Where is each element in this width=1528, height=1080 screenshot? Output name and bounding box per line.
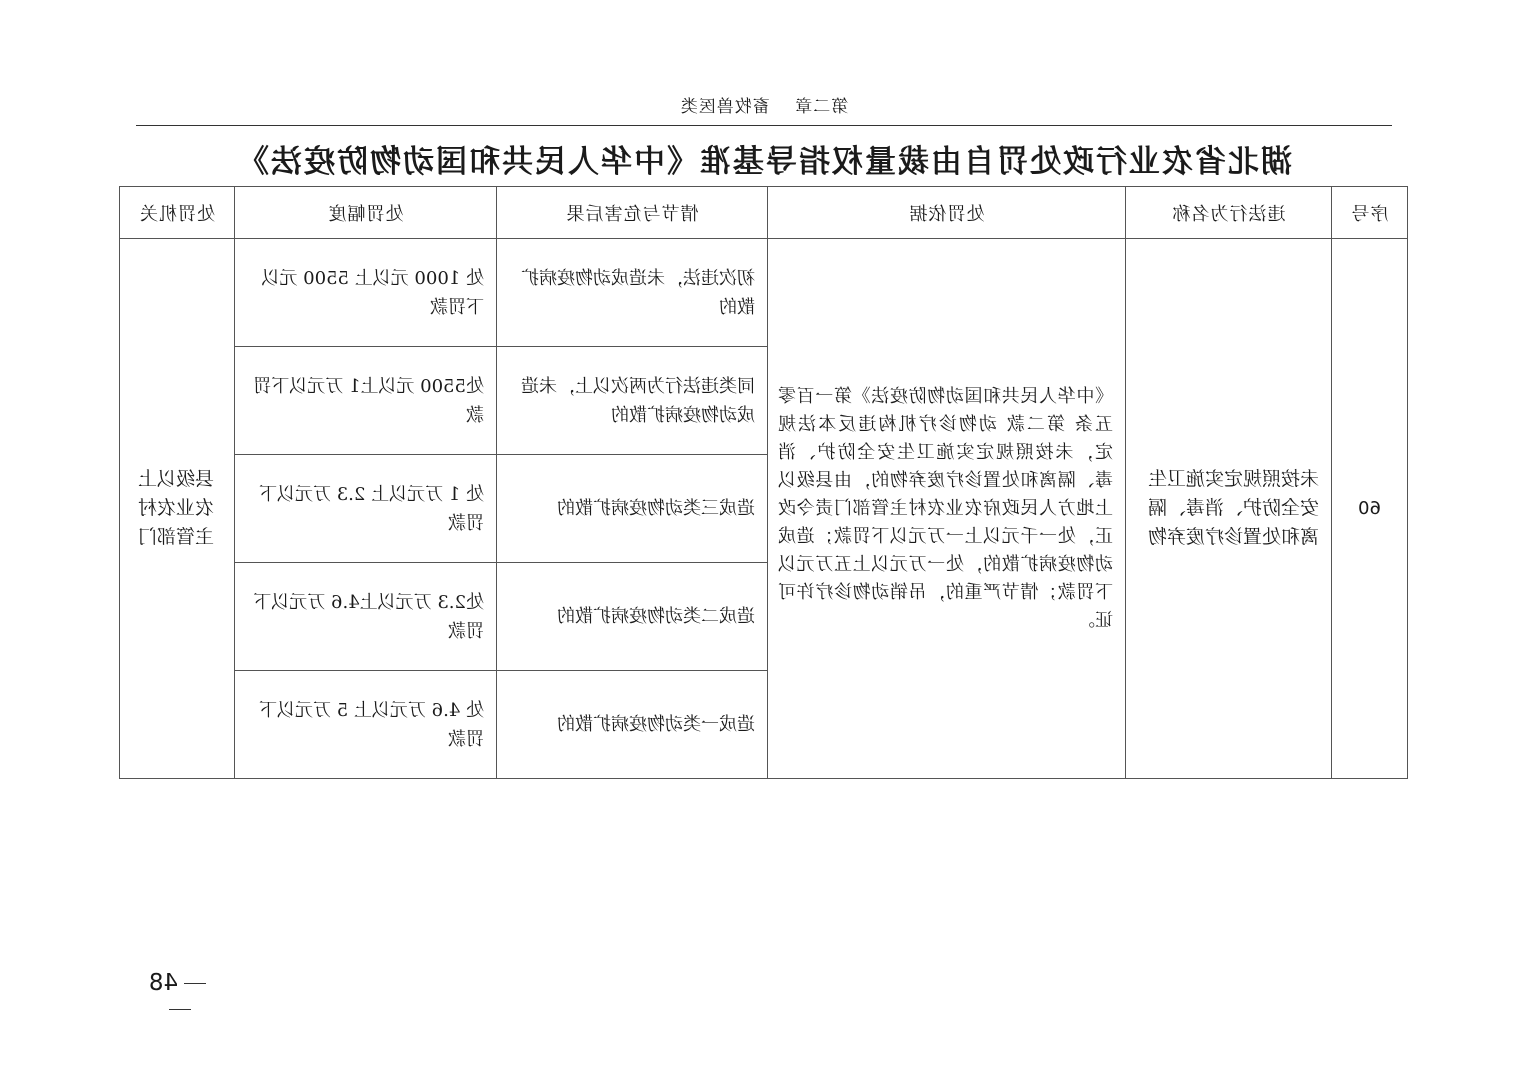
- running-header: [0, 92, 1528, 117]
- cell-range: 处 1 万元以上 2.3 万元以下罚款: [235, 455, 497, 563]
- header-basis: 处罚依据: [768, 187, 1126, 239]
- page-number-value: 48: [148, 970, 179, 996]
- header-violation: 违法行为名称: [1126, 187, 1332, 239]
- document-title: 湖北省农业行政处罚自由裁量权指导基准《中华人民共和国动物防疫法》: [236, 144, 1292, 180]
- header-rule: [136, 125, 1392, 126]
- cell-authority: 县级以上农业农村主管部门: [120, 239, 235, 779]
- cell-circumstance: 造成二类动物疫病扩散的: [497, 563, 768, 671]
- table-row: [120, 239, 1408, 347]
- page-number-dash-right: [170, 1009, 192, 1010]
- cell-range: 处 4.6 万元以上 5 万元以下罚款: [235, 671, 497, 779]
- cell-range: 处2.3 万元以上4.6 万元以下罚款: [235, 563, 497, 671]
- page-number-dash-left: [184, 983, 206, 984]
- cell-seq: 60: [1332, 239, 1408, 779]
- header-seq: 序号: [1332, 187, 1408, 239]
- cell-range: 处 1000 元以上 5500 元以下罚款: [235, 239, 497, 347]
- table-header-row: [120, 187, 1408, 239]
- cell-basis: 《中华人民共和国动物防疫法》第一百零五条 第二款 动物诊疗机构违反本法规定，未按照规定实施卫生安全防护、消毒、隔离和处置诊疗废弃物的，由县级以上地方人民政府农业农村主管部门责令改正，处一千元以上一万元以下罚款；造成动物疫病扩散的，处一万元以上五万元以下罚款；情节严重的，吊销动物诊疗许可证。: [768, 239, 1126, 779]
- cell-circumstance: 同类违法行为两次以上，未造成动物疫病扩散的: [497, 347, 768, 455]
- header-range: 处罚幅度: [235, 187, 497, 239]
- cell-circumstance: 造成一类动物疫病扩散的: [497, 671, 768, 779]
- header-circumstance: 情节与危害后果: [497, 187, 768, 239]
- cell-violation: 未按照规定实施卫生安全防护、消毒、隔离和处置诊疗废弃物: [1126, 239, 1332, 779]
- header-authority: 处罚机关: [120, 187, 235, 239]
- cell-circumstance: 初次违法，未造成动物疫病扩散的: [497, 239, 768, 347]
- chapter-label: 第二章: [794, 97, 849, 117]
- penalty-table: [119, 186, 1408, 779]
- section-label: 畜牧兽医类: [679, 97, 770, 117]
- cell-range: 处5500 元以上1 万元以下罚款: [235, 347, 497, 455]
- cell-circumstance: 造成三类动物疫病扩散的: [497, 455, 768, 563]
- page-number: [133, 970, 228, 1022]
